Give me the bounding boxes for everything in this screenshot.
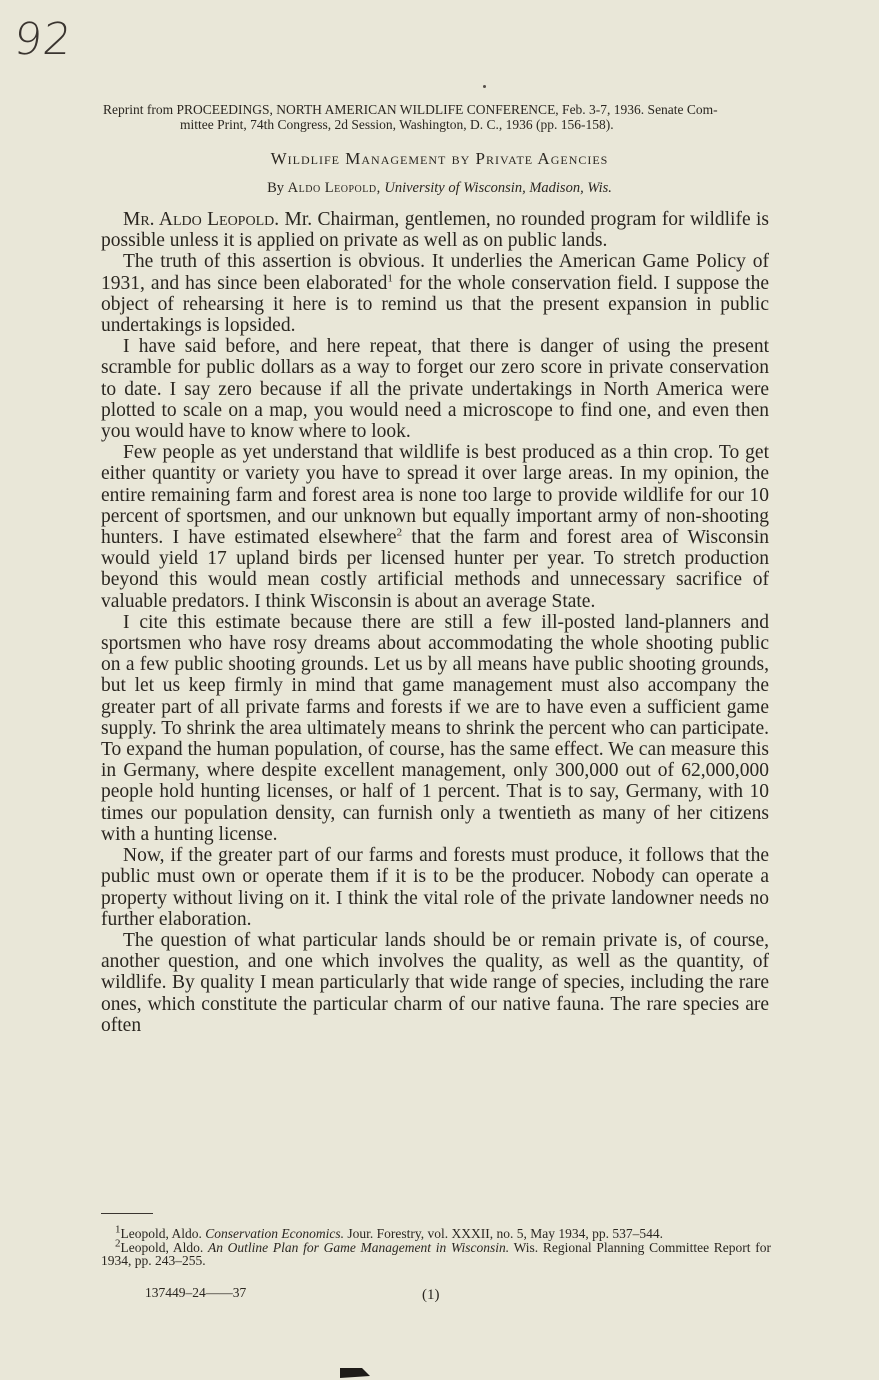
paragraph-1 (101, 209, 769, 251)
footnote-2-number: 2 (115, 1237, 121, 1249)
footnote-1 (101, 1223, 771, 1241)
footnote-2 (101, 1237, 772, 1268)
footnote-ref-1[interactable]: 1 (387, 272, 393, 285)
paragraph-2-text-b: for the whole conservation field. I suppose the object of rehearsing it here is to remind us that the present expansion in public undertakings is lopsided. (101, 272, 769, 337)
article-title: Wildlife Management by Private Agencies (270, 149, 609, 168)
reprint-line-2: mittee Print, 74th Congress, 2d Session, Washington, D. C., 1936 (pp. 156-158). (180, 117, 614, 132)
footnote-ref-2[interactable]: 2 (396, 526, 403, 539)
speaker-name: Mr. Aldo Leopold. (123, 209, 280, 230)
paragraph-4-text-b: that the farm and forest area of Wisconsin would yield 17 upland birds per licensed hunter per year. To stretch production beyond this would mean costly artificial methods and unnecessary sacrifice of valuable predators. I think Wisconsin is about an average State. (101, 527, 770, 612)
author-name: Aldo Leopold, (287, 180, 381, 196)
article-body (101, 209, 769, 1036)
paragraph-2 (101, 251, 769, 336)
footnote-2-title: An Outline Plan for Game Management in Wisconsin. (207, 1239, 510, 1255)
footnote-1-source: Jour. Forestry, vol. XXXII, no. 5, May 1934, pp. 537–544. (343, 1226, 663, 1241)
reprint-citation (103, 102, 773, 132)
paragraph-6: Now, if the greater part of our farms and forests must produce, it follows that the public must own or operate them if it is to be the producer. Nobody can operate a property without living on it. I think the vital role of the private landowner needs no further elaboration. (101, 845, 769, 930)
handwritten-page-number: 92 (11, 14, 75, 65)
author-affiliation: University of Wisconsin, Madison, Wis. (384, 180, 612, 196)
continuation-arrow-icon (340, 1366, 370, 1380)
reprint-line-1: Reprint from PROCEEDINGS, NORTH AMERICAN WILDLIFE CONFERENCE, Feb. 3-7, 1936. Senate Com- (103, 102, 718, 117)
footnote-1-number: 1 (115, 1223, 121, 1236)
byline-by: By (267, 180, 285, 196)
paragraph-5: I cite this estimate because there are still a few ill-posted land-planners and sportsmen who have rosy dreams about accommodating the whole shooting public on a few public shooting grounds. Let us by all means have public shooting grounds, but let us keep firmly in mind that game management must also accompany the greater part of all private farms and forests if we are to have even a sufficient game supply. To shrink the area ultimately means to shrink the percent who can participate. To expand the human population, of course, has the same effect. We can measure this in Germany, where despite excellent management, only 300,000 out of 62,000,000 people hold hunting licenses, or half of 1 percent. That is to say, Germany, with 10 times our population density, can furnish only a twentieth as many of her citizens with a hunting license. (101, 611, 769, 845)
paragraph-3: I have said before, and here repeat, that there is danger of using the present scramble for public dollars as a way to forget our zero score in private conservation to date. I say zero because if all the private undertakings in North America were plotted to scale on a map, you would need a microscope to find one, and even then you would have to know where to look. (101, 336, 769, 443)
paragraph-2-text-a: The truth of this assertion is obvious. It underlies the American Game Policy of 1931, and has since been elaborated (101, 251, 769, 294)
footnote-2-source: Wis. Regional Planning Committee Report for 1934, pp. 243–255. (101, 1239, 772, 1268)
footnotes (101, 1223, 772, 1268)
paragraph-4-text-a: Few people as yet understand that wildlife is best produced as a thin crop. To get either quantity or variety you have to spread it over large areas. In my opinion, the entire remaining farm and forest area is none too large to provide wildlife for our 10 percent of sportsmen, and our unknown but equally important army of non-shooting hunters. I have estimated elsewhere (101, 442, 769, 549)
print-code: 137449–24——37 (145, 1285, 247, 1300)
footnote-rule (101, 1213, 153, 1214)
page-folio: (1) (422, 1287, 440, 1303)
stray-ink-mark (483, 85, 486, 88)
byline (0, 180, 879, 197)
paragraph-7: The question of what particular lands should be or remain private is, of course, another question, and one which involves the quality, as well as the quantity, of wildlife. By quality I mean particularly that wide range of species, including the rare ones, which constitute the particular charm of our native fauna. The rare species are often (101, 929, 769, 1036)
footnote-1-title: Conservation Economics. (205, 1226, 344, 1241)
paragraph-1-text: Mr. Chairman, gentlemen, no rounded program for wildlife is possible unless it is applied on private as well as on public lands. (101, 209, 769, 252)
paragraph-4 (101, 442, 769, 612)
footnote-2-author: Leopold, Aldo. (120, 1239, 208, 1255)
footnote-1-author: Leopold, Aldo. (120, 1226, 206, 1241)
